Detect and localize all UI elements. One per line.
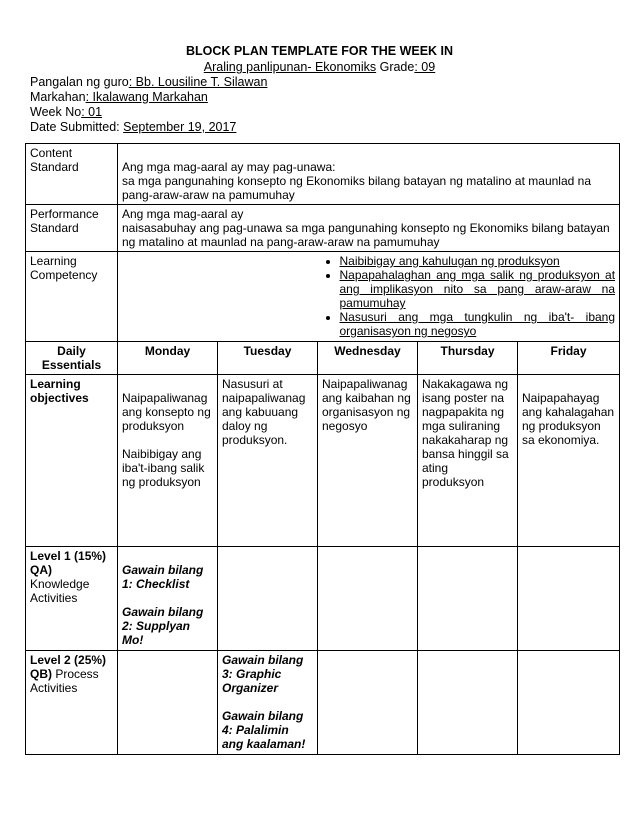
competency-spacer [118, 252, 318, 342]
content-standard-row [26, 144, 620, 205]
objectives-thursday: Nakakagawa ng isang poster na nagpapakita ng mga suliraning nakakaharap ng bansa hinggil sa ating produksyon [418, 375, 518, 547]
learning-competency-label: Learning Competency [26, 252, 118, 342]
quarter-label: Markahan [30, 90, 86, 104]
level1-monday: Gawain bilang 1: Checklist Gawain bilang 2: Supplyan Mo! [118, 547, 218, 651]
teacher-label: Pangalan ng guro [30, 75, 129, 89]
performance-standard-text: Ang mga mag-aaral ay naisasabuhay ang pag-unawa sa mga pangunahing konsepto ng Ekonomiks bilang batayan ng matalino at maunlad na pang-araw-araw na pamumuhay [118, 205, 620, 252]
grade-value: : 09 [414, 60, 436, 74]
date-label: Date Submitted: [30, 120, 124, 134]
competency-list [322, 254, 616, 338]
performance-standard-label: Performance Standard [26, 205, 118, 252]
date-value: September 19, 2017 [123, 120, 237, 134]
week-line [30, 105, 102, 120]
level1-tuesday [218, 547, 318, 651]
subject-name: Araling panlipunan- Ekonomiks [203, 60, 377, 74]
quarter-value: : Ikalawang Markahan [85, 90, 208, 104]
objectives-monday: Naipapaliwanag ang konsepto ng produksyon Naibibigay ang iba't-ibang salik ng produksyon [118, 375, 218, 547]
performance-standard-row [26, 205, 620, 252]
objectives-label: Learning objectives [26, 375, 118, 547]
level2-wednesday [318, 651, 418, 755]
friday-header: Friday [518, 342, 620, 375]
grade-label: Grade [379, 60, 415, 74]
week-value: : 01 [81, 105, 103, 119]
objectives-wednesday: Naipapaliwanag ang kaibahan ng organisasyon ng negosyo [318, 375, 418, 547]
level1-wednesday [318, 547, 418, 651]
date-line [30, 120, 236, 135]
level2-thursday [418, 651, 518, 755]
level2-label: Level 2 (25%) QB) Process Activities [26, 651, 118, 755]
block-plan-table [25, 143, 620, 755]
objectives-row [26, 375, 620, 547]
level2-tuesday: Gawain bilang 3: Graphic Organizer Gawain bilang 4: Palalimin ang kaalaman! [218, 651, 318, 755]
monday-header: Monday [118, 342, 218, 375]
learning-competency-row [26, 252, 620, 342]
objectives-tuesday: Nasusuri at naipapaliwanag ang kabuuang daloy ng produksyon. [218, 375, 318, 547]
teacher-value: : Bb. Lousiline T. Silawan [128, 75, 268, 89]
competency-item: • Nasusuri ang mga tungkulin ng iba't- ibang organisasyon ng negosyo [340, 310, 616, 338]
quarter-line [30, 90, 208, 105]
objectives-friday: Naipapahayag ang kahalagahan ng produksyon sa ekonomiya. [518, 375, 620, 547]
level1-friday [518, 547, 620, 651]
level1-label: Level 1 (15%) QA) Knowledge Activities [26, 547, 118, 651]
thursday-header: Thursday [418, 342, 518, 375]
level2-monday [118, 651, 218, 755]
document-title: BLOCK PLAN TEMPLATE FOR THE WEEK IN [185, 44, 454, 58]
level1-row [26, 547, 620, 651]
week-label: Week No [30, 105, 82, 119]
competency-item: • Naibibigay ang kahulugan ng produksyon [340, 254, 616, 268]
level2-friday [518, 651, 620, 755]
wednesday-header: Wednesday [318, 342, 418, 375]
competency-item: • Napapahalaghan ang mga salik ng produksyon at ang implikasyon nito sa pang araw-araw na pamumuhay [340, 268, 616, 310]
level1-thursday [418, 547, 518, 651]
content-standard-label: Content Standard [26, 144, 118, 205]
daily-essentials-header: Daily Essentials [26, 342, 118, 375]
teacher-line [30, 75, 267, 90]
content-standard-text: Ang mga mag-aaral ay may pag-unawa: sa mga pangunahing konsepto ng Ekonomiks bilang batayan ng matalino at maunlad na pang-araw-araw na pamumuhay [118, 144, 620, 205]
days-header-row [26, 342, 620, 375]
competency-list-cell [318, 252, 620, 342]
tuesday-header: Tuesday [218, 342, 318, 375]
level2-row [26, 651, 620, 755]
subject-line [0, 60, 639, 74]
